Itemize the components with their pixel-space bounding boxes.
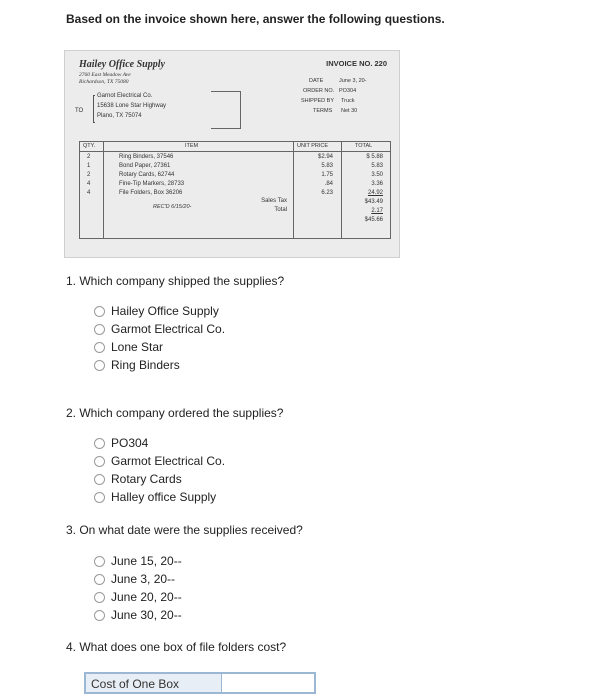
option-label: June 30, 20-- [111,608,182,622]
option-label: PO304 [111,436,149,450]
invoice-image [64,50,400,258]
radio-button[interactable] [94,324,105,335]
sales-tax-label: Sales Tax [261,198,287,204]
row-qty: 2 [87,172,91,178]
to-line: Garnot Electrical Co. [97,93,153,99]
radio-button[interactable] [94,342,105,353]
question-2-options [94,434,225,506]
option-label: Ring Binders [111,358,180,372]
row-total: 24.92 [367,190,383,196]
option[interactable] [94,588,182,606]
option-label: Halley office Supply [111,490,217,504]
row-item: Fine-Tip Markers, 28733 [119,181,185,187]
option[interactable] [94,434,225,452]
to-line: Plano, TX 75074 [97,113,142,119]
row-item: Bond Paper, 27361 [119,163,171,169]
meta-label: TERMS [313,108,333,114]
question-4: 4. What does one box of file folders cost? [66,640,287,654]
question-3: 3. On what date were the supplies received? [66,523,303,537]
row-unit: $2.94 [317,154,333,160]
radio-button[interactable] [94,574,105,585]
row-qty: 4 [87,181,91,187]
option[interactable] [94,470,225,488]
option[interactable] [94,320,225,338]
to-line: 15638 Lone Star Highway [97,103,167,109]
to-label: TO [75,108,84,114]
address-bracket [211,91,241,129]
row-qty: 2 [87,154,91,160]
question-2: 2. Which company ordered the supplies? [66,406,284,420]
answer-placeholder: Cost of One Box [86,674,222,692]
radio-button[interactable] [94,438,105,449]
answer-input[interactable] [84,672,316,694]
radio-button[interactable] [94,610,105,621]
row-item: Ring Binders, 37546 [119,154,174,160]
row-total: 3.50 [371,172,383,178]
meta-value: Net 30 [341,108,358,114]
meta-value: Truck [341,98,355,104]
total-label: Total [274,207,287,213]
header-unit-price: UNIT PRICE [297,143,329,149]
radio-button[interactable] [94,592,105,603]
row-total: 5.83 [371,163,383,169]
table-divider [341,141,342,239]
radio-button[interactable] [94,492,105,503]
meta-value: PO304 [339,88,357,94]
question-3-options [94,552,182,624]
option[interactable] [94,338,225,356]
row-total: $ 5.88 [366,154,383,160]
sales-tax: 2.17 [371,208,383,214]
meta-label: DATE [309,78,324,84]
option[interactable] [94,552,182,570]
invoice-company: Hailey Office Supply [79,59,165,70]
option[interactable] [94,488,225,506]
table-divider [293,141,294,239]
radio-button[interactable] [94,456,105,467]
invoice-number: INVOICE NO. 220 [326,59,387,68]
question-1-options [94,302,225,374]
row-unit: 1.75 [321,172,333,178]
option[interactable] [94,356,225,374]
radio-button[interactable] [94,306,105,317]
invoice-address-line2: Richardson, TX 75080 [79,79,129,85]
row-qty: 1 [87,163,91,169]
option-label: Hailey Office Supply [111,304,219,318]
row-item: File Folders, Box 36206 [119,190,183,196]
intro-text: Based on the invoice shown here, answer the following questions. [66,12,445,26]
header-total: TOTAL [355,143,373,149]
option[interactable] [94,570,182,588]
option-label: June 3, 20-- [111,572,176,586]
option-label: Lone Star [111,340,164,354]
sales-tax-total-labels [245,197,287,215]
radio-button[interactable] [94,556,105,567]
row-unit: 5.83 [321,163,333,169]
grand-total: $45.66 [364,217,383,223]
row-item: Rotary Cards, 62744 [119,172,175,178]
to-bracket [93,95,95,123]
option-label: Garmot Electrical Co. [111,454,226,468]
option-label: Rotary Cards [111,472,182,486]
meta-label: ORDER NO. [303,88,335,94]
row-unit: 6.23 [321,190,333,196]
option[interactable] [94,302,225,320]
subtotal: $43.49 [364,199,383,205]
option-label: June 20, 20-- [111,590,182,604]
option[interactable] [94,452,225,470]
table-header-line [79,151,391,152]
invoice-address-line1: 2760 East Meadow Ave [79,72,131,78]
header-qty: QTY. [83,143,96,149]
option-label: Garmot Electrical Co. [111,322,226,336]
meta-value: June 3, 20- [339,78,367,84]
option-label: June 15, 20-- [111,554,182,568]
row-total: 3.36 [371,181,383,187]
option[interactable] [94,606,182,624]
meta-label: SHIPPED BY [301,98,335,104]
radio-button[interactable] [94,474,105,485]
row-qty: 4 [87,190,91,196]
row-unit: .84 [324,181,333,187]
radio-button[interactable] [94,360,105,371]
question-1: 1. Which company shipped the supplies? [66,274,285,288]
header-item: ITEM [185,143,199,149]
table-divider [103,141,104,239]
received-stamp: REC'D 6/15/20- [153,204,192,210]
